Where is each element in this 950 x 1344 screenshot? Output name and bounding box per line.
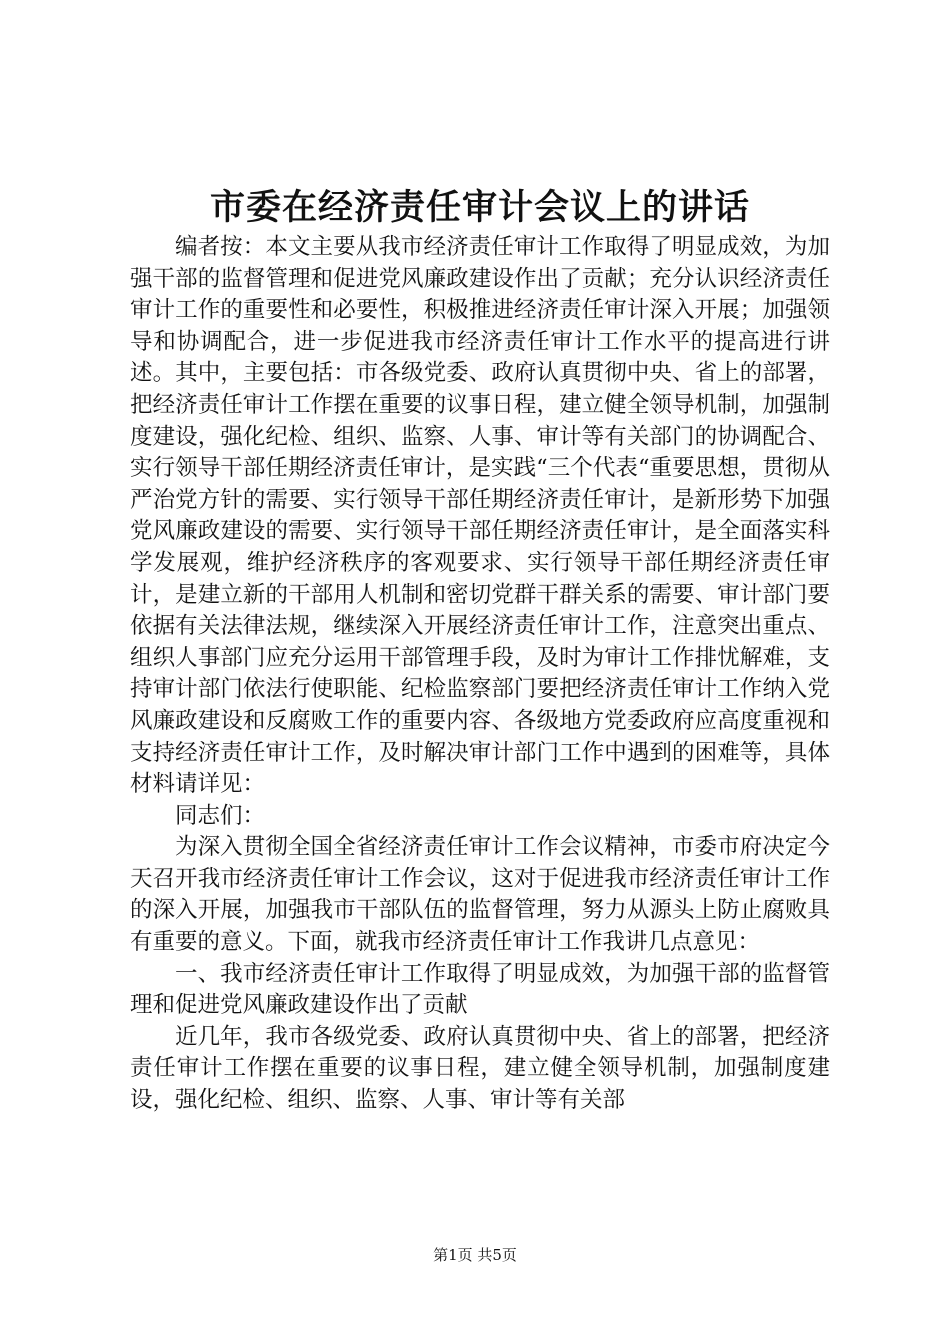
body-paragraph: 近几年，我市各级党委、政府认真贯彻中央、省上的部署，把经济责任审计工作摆在重要的议事日程，建立健全领导机制，加强制度建设，强化纪检、组织、监察、人事、审计等有关部: [130, 1023, 830, 1114]
section-heading-paragraph: 一、我市经济责任审计工作取得了明显成效，为加强干部的监督管理和促进党风廉政建设作出了贡献: [130, 960, 830, 1019]
page-number-footer: 第1页 共5页: [433, 1246, 517, 1264]
document-body: [130, 232, 830, 1117]
document-title: 市委在经济责任审计会议上的讲话: [209, 187, 750, 228]
intro-paragraph: 为深入贯彻全国全省经济责任审计工作会议精神，市委市府决定今天召开我市经济责任审计工作会议，这对于促进我市经济责任审计工作的深入开展，加强我市干部队伍的监督管理，努力从源头上防止腐败具有重要的意义。下面，就我市经济责任审计工作我讲几点意见：: [130, 834, 830, 956]
editor-note-paragraph: 编者按：本文主要从我市经济责任审计工作取得了明显成效，为加强干部的监督管理和促进党风廉政建设作出了贡献；充分认识经济责任审计工作的重要性和必要性，积极推进经济责任审计深入开展；加强领导和协调配合，进一步促进我市经济责任审计工作水平的提高进行讲述。其中，主要包括：市各级党委、政府认真贯彻中央、省上的部署，把经济责任审计工作摆在重要的议事日程，建立健全领导机制，加强制度建设，强化纪检、组织、监察、人事、审计等有关部门的协调配合、实行领导干部任期经济责任审计，是实践“三个代表“重要思想，贯彻从严治党方针的需要、实行领导干部任期经济责任审计，是新形势下加强党风廉政建设的需要、实行领导干部任期经济责任审计，是全面落实科学发展观，维护经济秩序的客观要求、实行领导干部任期经济责任审计，是建立新的干部用人机制和密切党群干群关系的需要、审计部门要依据有关法律法规，继续深入开展经济责任审计工作，注意突出重点、组织人事部门应充分运用干部管理手段，及时为审计工作排忧解难，支持审计部门依法行使职能、纪检监察部门要把经济责任审计工作纳入党风廉政建设和反腐败工作的重要内容、各级地方党委政府应高度重视和支持经济责任审计工作，及时解决审计部门工作中遇到的困难等，具体材料请详见：: [130, 234, 830, 798]
salutation-paragraph: 同志们：: [175, 802, 266, 829]
